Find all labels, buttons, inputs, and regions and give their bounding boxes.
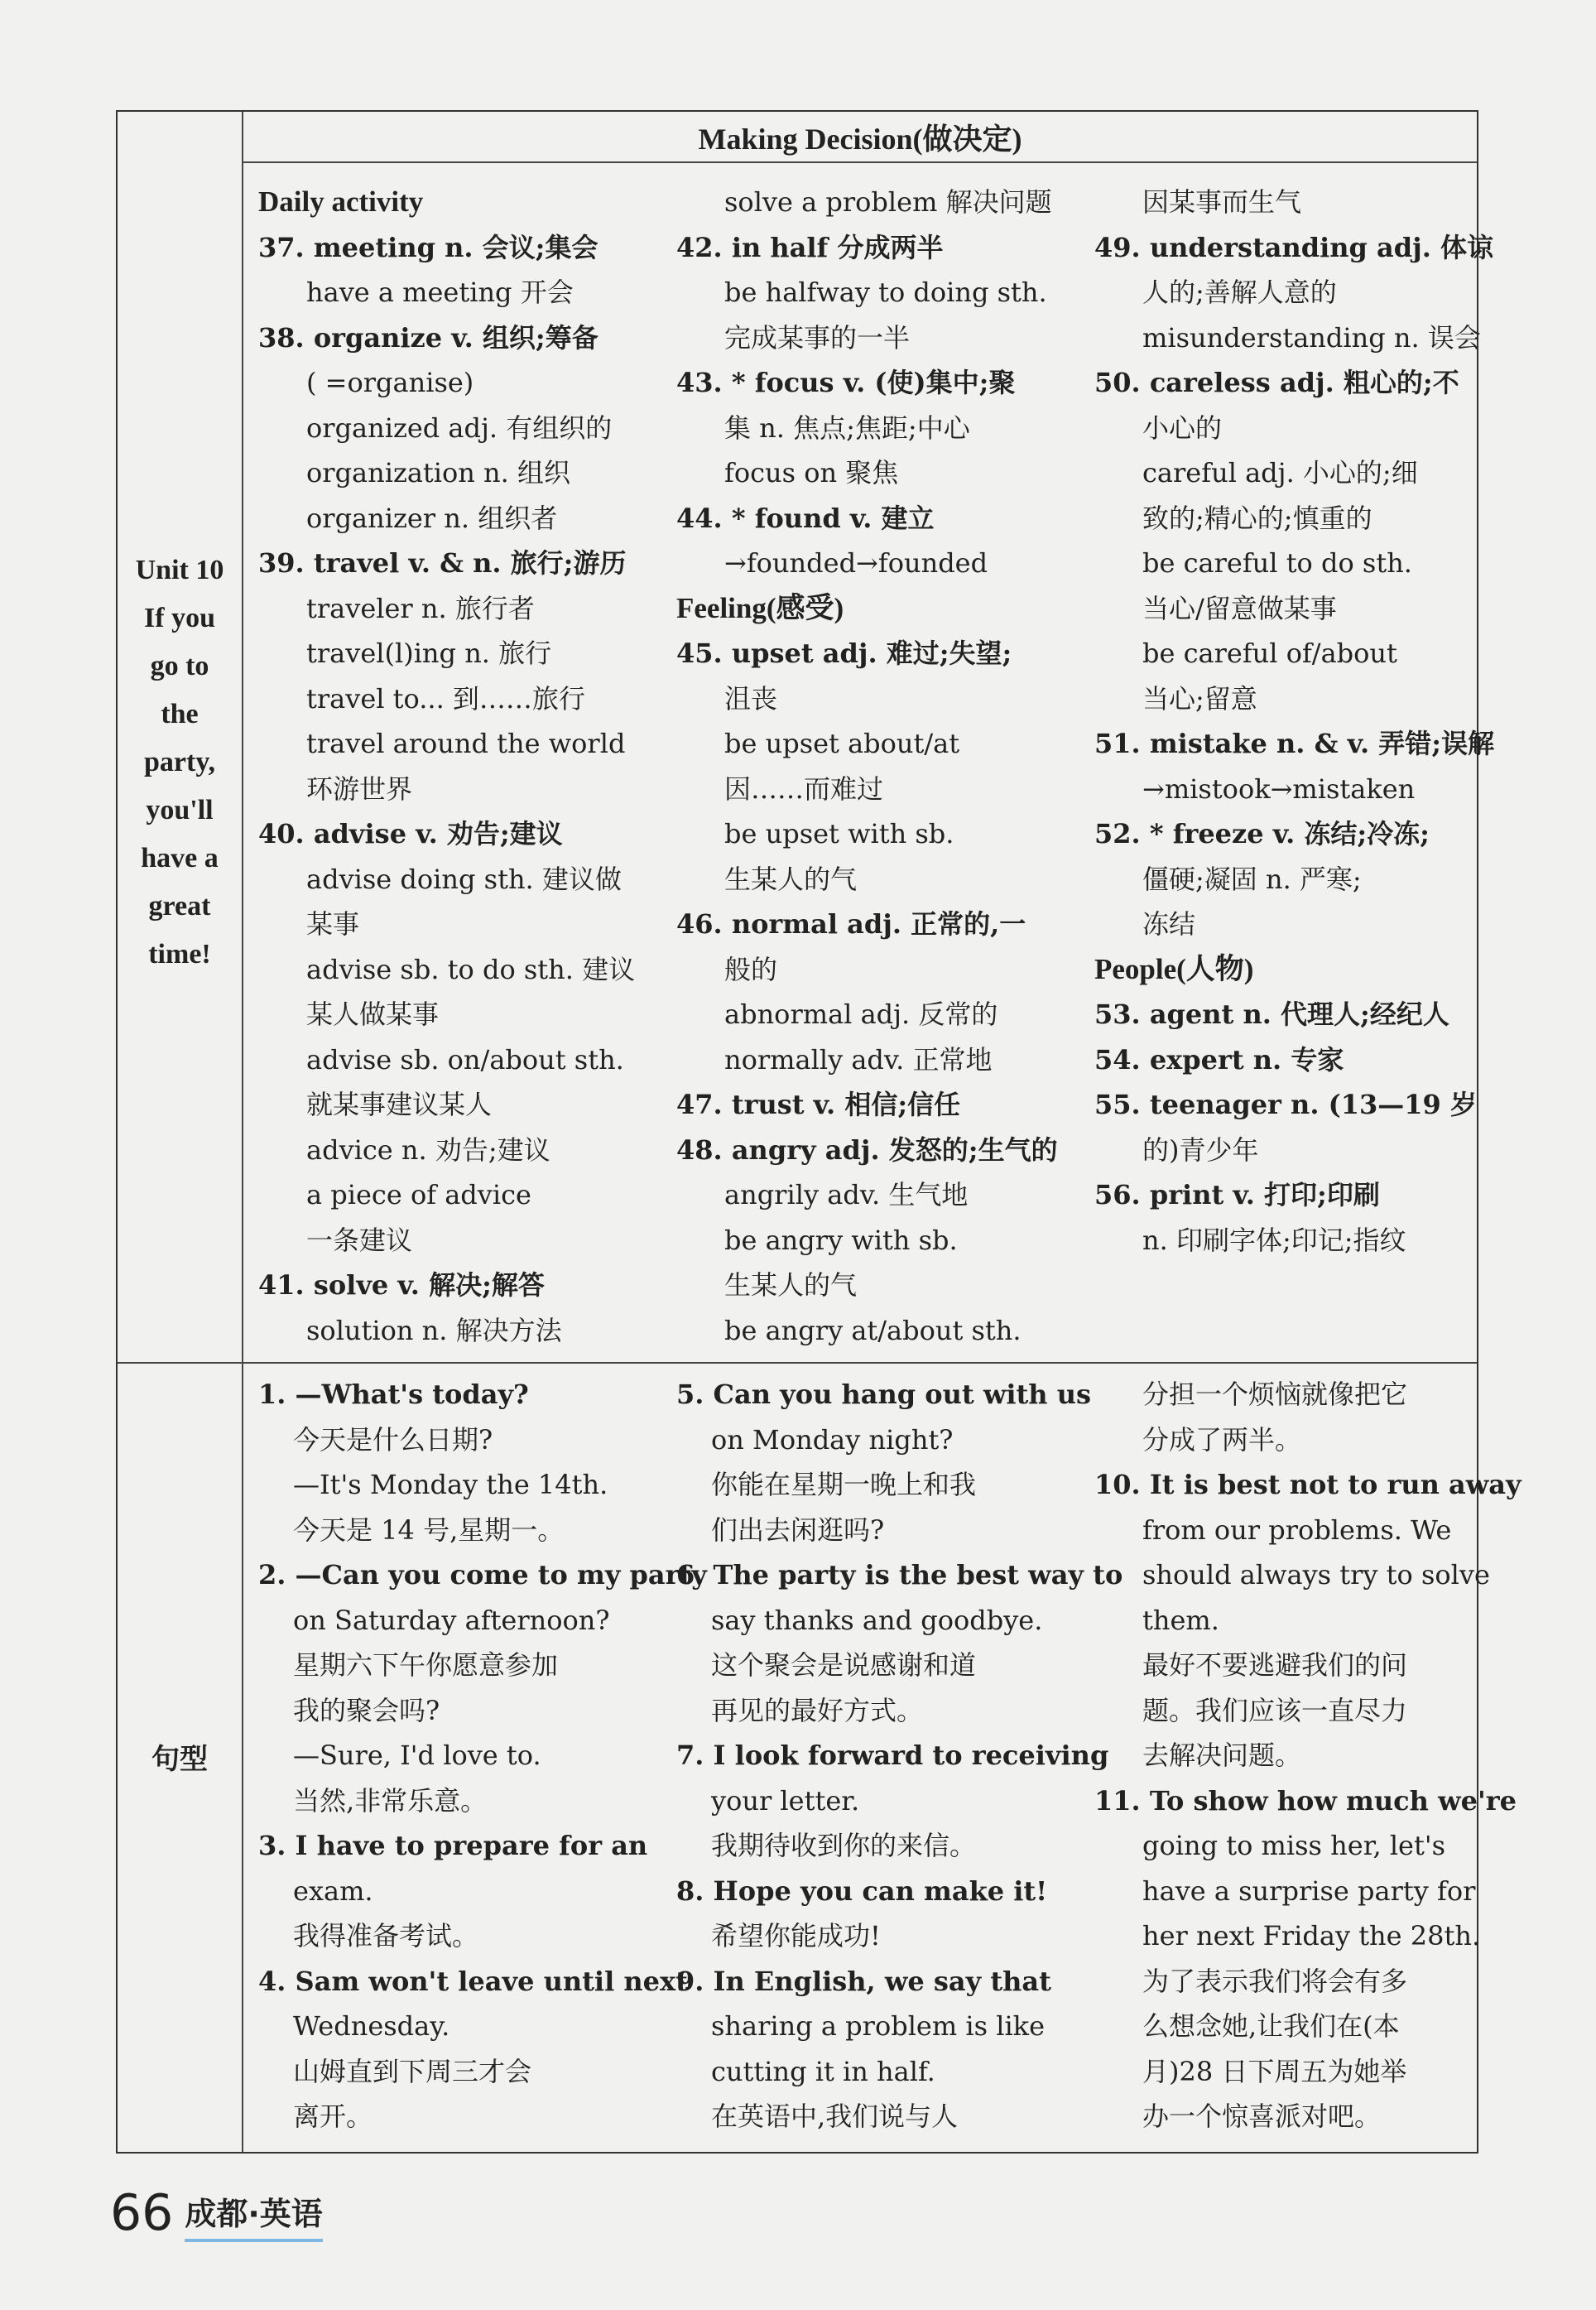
entry-continuation: 当心;留意 — [1142, 682, 1257, 715]
unit-label-line: you'll — [146, 795, 214, 825]
category-heading: Daily activity — [258, 185, 424, 218]
entry-continuation: solution n. 解决方法 — [306, 1314, 562, 1346]
entry-continuation: have a surprise party for — [1142, 1874, 1476, 1907]
unit-label-line: great — [148, 891, 211, 922]
entry-continuation: advice n. 劝告;建议 — [306, 1133, 550, 1166]
entry-line: 48. angry adj. 发怒的;生气的 — [676, 1133, 1058, 1166]
entry-continuation: a piece of advice — [306, 1179, 531, 1210]
header-divider — [243, 161, 1477, 163]
entry-continuation: 我的聚会吗? — [293, 1694, 440, 1726]
entry-continuation: 因某事而生气 — [1142, 186, 1302, 218]
entry-continuation: be halfway to doing sth. — [724, 277, 1047, 308]
sentence-column-3 — [1094, 1372, 1521, 2139]
entry-line: 37. meeting n. 会议;集会 — [258, 231, 598, 263]
entry-continuation: 冻结 — [1142, 908, 1196, 940]
entry-continuation: n. 印刷字体;印记;指纹 — [1142, 1224, 1406, 1256]
entry-continuation: exam. — [293, 1874, 373, 1907]
entry-line: 6. The party is the best way to — [676, 1559, 1123, 1591]
entry-continuation: organization n. 组织 — [306, 457, 571, 488]
entry-line: 43. * focus v. (使)集中;聚 — [676, 367, 1016, 398]
entry-continuation: them. — [1142, 1604, 1219, 1636]
entry-continuation: 办一个惊喜派对吧。 — [1142, 2101, 1382, 2132]
entry-continuation: 月)28 日下周五为她举 — [1142, 2055, 1407, 2087]
vocabulary-table — [116, 110, 1521, 2154]
entry-continuation: be angry with sb. — [724, 1224, 958, 1256]
entry-continuation: advise doing sth. 建议做 — [306, 863, 622, 895]
entry-continuation: →mistook→mistaken — [1142, 772, 1416, 805]
entry-continuation: cutting it in half. — [711, 2055, 935, 2087]
unit-label — [118, 163, 242, 1362]
entry-continuation: 你能在星期一晚上和我 — [711, 1469, 977, 1500]
entry-line: 11. To show how much we're — [1094, 1784, 1517, 1817]
section-divider — [118, 1362, 1477, 1364]
entry-continuation: be angry at/about sth. — [724, 1314, 1022, 1346]
entry-line: 1. —What's today? — [258, 1379, 529, 1410]
entry-continuation: on Monday night? — [711, 1423, 954, 1456]
entry-continuation: 某人做某事 — [306, 999, 440, 1030]
entry-continuation: 我期待收到你的来信。 — [711, 1830, 977, 1861]
entry-continuation: 最好不要逃避我们的问 — [1142, 1649, 1408, 1681]
entry-continuation: 么想念她,让我们在(本 — [1142, 2010, 1400, 2042]
entry-continuation: be careful to do sth. — [1142, 547, 1412, 579]
page-footer — [110, 2168, 323, 2242]
entry-continuation: 题。我们应该一直尽力 — [1142, 1694, 1408, 1726]
entry-continuation: focus on 聚焦 — [724, 457, 899, 488]
entry-continuation: →founded→founded — [724, 547, 988, 579]
unit-label-line: go to — [150, 651, 209, 681]
entry-continuation: 集 n. 焦点;焦距;中心 — [724, 411, 970, 444]
sentence-column-1 — [258, 1372, 707, 2139]
entry-continuation: 生某人的气 — [724, 863, 858, 895]
unit-label-line: time! — [148, 939, 211, 970]
entry-continuation: 僵硬;凝固 n. 严寒; — [1142, 863, 1362, 895]
entry-continuation: 再见的最好方式。 — [711, 1694, 924, 1726]
entry-line: 53. agent n. 代理人;经纪人 — [1094, 999, 1449, 1030]
entry-continuation: from our problems. We — [1142, 1514, 1452, 1546]
entry-line: 42. in half 分成两半 — [676, 231, 944, 263]
vocab-column-2 — [676, 180, 1065, 1353]
entry-continuation: —Sure, I'd love to. — [293, 1740, 541, 1771]
section-title: Making Decision(做决定) — [698, 122, 1022, 156]
entry-line: 39. travel v. & n. 旅行;游历 — [258, 547, 627, 579]
entry-continuation: 生某人的气 — [724, 1269, 858, 1301]
entry-continuation: solve a problem 解决问题 — [724, 186, 1052, 218]
entry-continuation: 小心的 — [1142, 411, 1223, 444]
entry-continuation: travel to... 到……旅行 — [306, 682, 585, 715]
entry-continuation: careful adj. 小心的;细 — [1142, 457, 1418, 488]
entry-line: 41. solve v. 解决;解答 — [258, 1269, 545, 1301]
entry-continuation: 完成某事的一半 — [724, 321, 911, 354]
entry-line: 45. upset adj. 难过;失望; — [676, 638, 1012, 669]
entry-continuation: 当然,非常乐意。 — [293, 1784, 488, 1817]
entry-continuation: be careful of/about — [1142, 638, 1397, 669]
book-label: 成都·英语 — [185, 2188, 322, 2242]
category-heading: Feeling(感受) — [676, 591, 844, 624]
entry-continuation: sharing a problem is like — [711, 2010, 1045, 2042]
entry-continuation: advise sb. to do sth. 建议 — [306, 953, 636, 985]
entry-continuation: 山姆直到下周三才会 — [293, 2055, 532, 2087]
entry-continuation: on Saturday afternoon? — [293, 1604, 610, 1636]
entry-continuation: traveler n. 旅行者 — [306, 592, 535, 624]
entry-line: 50. careless adj. 粗心的;不 — [1094, 367, 1459, 398]
entry-continuation: have a meeting 开会 — [306, 277, 574, 308]
entry-line: 46. normal adj. 正常的,一 — [676, 908, 1026, 940]
entry-continuation: 在英语中,我们说与人 — [711, 2101, 959, 2132]
entry-line: 10. It is best not to run away — [1094, 1469, 1521, 1500]
entry-line: 3. I have to prepare for an — [258, 1830, 648, 1861]
entry-continuation: going to miss her, let's — [1142, 1830, 1446, 1861]
sentence-patterns-label: 句型 — [151, 1743, 208, 1776]
entry-continuation: misunderstanding n. 误会 — [1142, 321, 1481, 354]
entry-line: 5. Can you hang out with us — [676, 1379, 1091, 1410]
entry-continuation: ( =organise) — [306, 367, 474, 398]
entry-continuation: 般的 — [724, 953, 778, 985]
vocab-column-3 — [1094, 180, 1495, 1263]
entry-continuation: Wednesday. — [293, 2010, 450, 2042]
entry-continuation: advise sb. on/about sth. — [306, 1043, 624, 1076]
vocab-column-1 — [258, 180, 647, 1353]
entry-continuation: should always try to solve — [1142, 1559, 1490, 1591]
entry-continuation: 去解决问题。 — [1142, 1740, 1302, 1771]
entry-continuation: 这个聚会是说感谢和道 — [711, 1649, 977, 1681]
entry-continuation: 为了表示我们将会有多 — [1142, 1965, 1408, 1997]
entry-line: 54. expert n. 专家 — [1094, 1043, 1344, 1076]
entry-continuation: —It's Monday the 14th. — [293, 1469, 608, 1500]
entry-continuation: 们出去闲逛吗? — [711, 1514, 885, 1546]
entry-continuation: 因……而难过 — [724, 772, 884, 805]
entry-line: 52. * freeze v. 冻结;冷冻; — [1094, 818, 1430, 849]
entry-continuation: 星期六下午你愿意参加 — [293, 1649, 559, 1681]
entry-continuation: travel(l)ing n. 旅行 — [306, 638, 552, 669]
entry-continuation: your letter. — [711, 1784, 860, 1817]
entry-continuation: be upset with sb. — [724, 818, 954, 849]
unit-label-line: party, — [144, 747, 215, 777]
entry-continuation: 分担一个烦恼就像把它 — [1142, 1379, 1408, 1410]
entry-line: 8. Hope you can make it! — [676, 1874, 1048, 1907]
entry-line: 56. print v. 打印;印刷 — [1094, 1179, 1380, 1210]
unit-label-line: the — [161, 699, 199, 729]
entry-continuation: normally adv. 正常地 — [724, 1043, 993, 1076]
entry-continuation: 一条建议 — [306, 1224, 413, 1256]
entry-continuation: 希望你能成功! — [711, 1920, 881, 1951]
unit-label-line: Unit 10 — [135, 555, 224, 585]
column-divider — [242, 112, 243, 2152]
entry-continuation: 当心/留意做某事 — [1142, 592, 1337, 624]
unit-label-line: have a — [141, 843, 219, 873]
entry-continuation: 就某事建议某人 — [306, 1089, 493, 1120]
entry-line: 2. —Can you come to my party — [258, 1559, 707, 1591]
entry-continuation: her next Friday the 28th. — [1142, 1920, 1481, 1951]
entry-continuation: 的)青少年 — [1142, 1133, 1259, 1166]
sentence-column-2 — [676, 1372, 1123, 2139]
entry-continuation: 沮丧 — [724, 682, 778, 715]
entry-line: 40. advise v. 劝告;建议 — [258, 818, 563, 849]
entry-continuation: say thanks and goodbye. — [711, 1604, 1043, 1636]
entry-continuation: travel around the world — [306, 728, 626, 759]
unit-label-line: If you — [144, 603, 215, 633]
entry-continuation: 人的;善解人意的 — [1142, 277, 1337, 308]
entry-continuation: abnormal adj. 反常的 — [724, 999, 998, 1030]
entry-line: 55. teenager n. (13—19 岁 — [1094, 1089, 1477, 1120]
entry-continuation: 环游世界 — [306, 772, 413, 805]
entry-continuation: 今天是 14 号,星期一。 — [293, 1514, 565, 1546]
entry-continuation: 我得准备考试。 — [293, 1920, 479, 1951]
entry-continuation: 分成了两半。 — [1142, 1423, 1302, 1456]
entry-line: 38. organize v. 组织;筹备 — [258, 321, 598, 354]
category-heading: People(人物) — [1094, 952, 1254, 985]
entry-line: 47. trust v. 相信;信任 — [676, 1089, 961, 1120]
entry-line: 51. mistake n. & v. 弄错;误解 — [1094, 728, 1495, 759]
entry-continuation: angrily adv. 生气地 — [724, 1179, 969, 1210]
entry-continuation: 某事 — [306, 908, 360, 940]
entry-continuation: be upset about/at — [724, 728, 960, 759]
entry-continuation: organized adj. 有组织的 — [306, 411, 613, 444]
entry-continuation: 今天是什么日期? — [293, 1423, 493, 1456]
entry-continuation: organizer n. 组织者 — [306, 502, 558, 534]
entry-line: 49. understanding adj. 体谅 — [1094, 231, 1494, 263]
entry-continuation: 致的;精心的;慎重的 — [1142, 502, 1372, 534]
entry-line: 9. In English, we say that — [676, 1965, 1051, 1997]
entry-line: 44. * found v. 建立 — [676, 502, 935, 534]
page-number: 66 — [110, 2184, 174, 2242]
entry-line: 7. I look forward to receiving — [676, 1740, 1109, 1771]
entry-continuation: 离开。 — [293, 2101, 373, 2132]
entry-line: 4. Sam won't leave until next — [258, 1965, 688, 1997]
